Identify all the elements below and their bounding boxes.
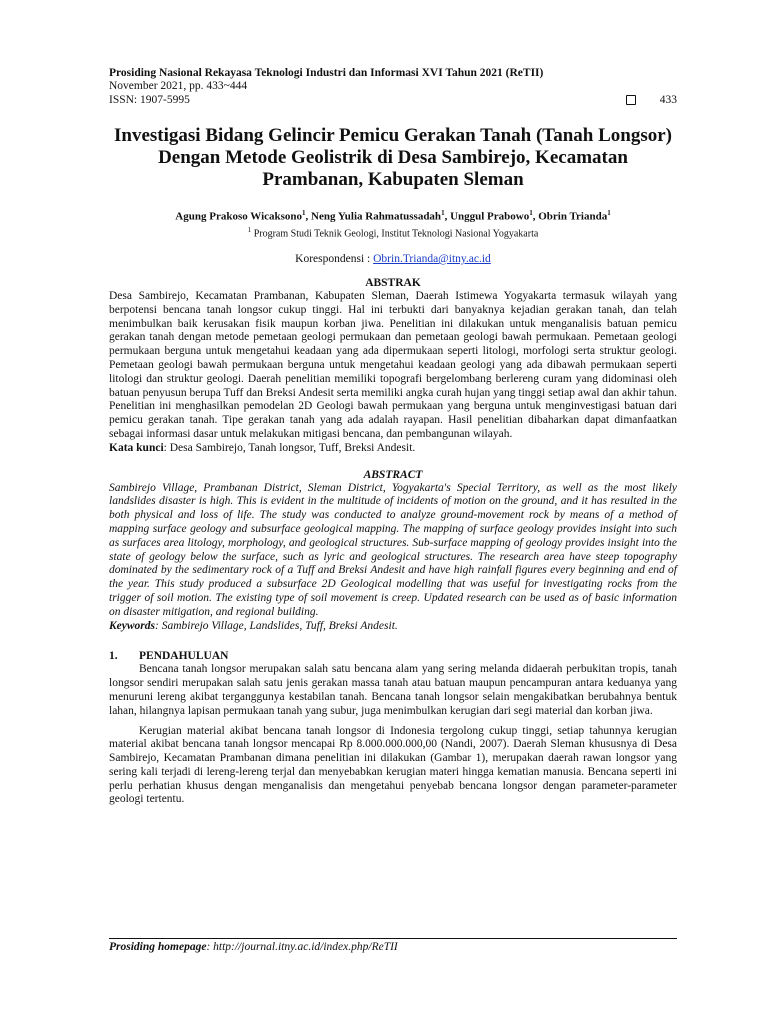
date-pages: November 2021, pp. 433~444: [109, 80, 248, 92]
footer-label: Prosiding homepage: [109, 941, 207, 953]
author-superscript: 1: [529, 209, 533, 217]
author-superscript: 1: [441, 209, 445, 217]
abstract-heading: ABSTRACT: [363, 468, 423, 481]
section-heading: [109, 649, 677, 663]
correspondence-email-link[interactable]: Obrin.Trianda@itny.ac.id: [373, 252, 491, 265]
affiliation-text: Program Studi Teknik Geologi, Institut Teknologi Nasional Yogyakarta: [253, 227, 539, 239]
intro-paragraph-1: Bencana tanah longsor merupakan salah satu bencana alam yang sering melanda didaerah perbukitan tropis, tanah longsor sendiri merupakan salah satu jenis gerakan massa tanah atau batuan maupun pencampuran antara keduanya yang menuruni lereng akibat terganggunya kestabilan tanah. Bencana tanah longsor selain mengakibatkan berubahnya bentuk lahan, hilangnya lapisan permukaan tanah yang subur, juga menimbulkan kerugian dari segi material dan korban jiwa.: [109, 663, 677, 717]
section-title: PENDAHULUAN: [139, 650, 229, 663]
page-number: 433: [659, 93, 677, 106]
abstrak-text: Desa Sambirejo, Kecamatan Prambanan, Kabupaten Sleman, Daerah Istimewa Yogyakarta termasuk wilayah yang berpotensi bencana tanah longsor cukup tinggi. Hal ini terbukti dari banyaknya kejadian gerakan tanah, dan telah menimbulkan baik kerusakan fisik maupun korban jiwa. Penelitian ini dilakukan untuk menganalisis batuan pemicu gerakan tanah dengan metode pemetaan geologi permukaan dan pemetaan geologi bawah permukaan. Pemetaan geologi permukaan berguna untuk mengetahui keadaan yang ada dipermukaan seperti litologi, morfologi serta struktur geologi. Pemetaan geologi bawah permukaan berguna untuk mengetahui keadaan geologi yang ada dibawah permukaan seperti litologi dan struktur geologi. Daerah penelitian memiliki topografi bergelombang berlereng curam yang didominasi oleh batuan penyusun berupa Tuff dan Breksi Andesit serta memiliki angka curah hujan yang tinggi setiap awal dan akhir tahun. Penelitian ini menghasilkan pemodelan 2D Geologi bawah permukaan yang berguna untuk menginvestigasi batuan dari pemicu gerakan tanah. Tipe gerakan tanah yang ada adalah rayapan. Hasil penelitian dibaharkan dapat dimanfaatkan sebagai informasi dasar untuk melakukan mitigasi bencana, dan pembangunan wilayah.: [109, 289, 677, 440]
author: Unggul Prabowo: [450, 210, 530, 223]
issn: ISSN: 1907-5995: [109, 93, 190, 106]
paper-title: Investigasi Bidang Gelincir Pemicu Gerakan Tanah (Tanah Longsor) Dengan Metode Geolistrik di Desa Sambirejo, Kecamatan Prambanan, Kabupaten Sleman: [114, 125, 672, 190]
affiliation: [109, 224, 677, 240]
kata-kunci-text: : Desa Sambirejo, Tanah longsor, Tuff, Breksi Andesit.: [163, 441, 416, 454]
author-superscript: 1: [607, 209, 611, 217]
author-list: Agung Prakoso Wicaksono$^1$, Neng Yulia Rahmatussadah$^1$, Unggul Prabowo$^1$, Obrin Trianda$^1$: [175, 209, 611, 223]
kata-kunci-label: Kata kunci: [109, 441, 164, 454]
running-header: [109, 66, 677, 107]
journal-name: Prosiding Nasional Rekayasa Teknologi Industri dan Informasi XVI Tahun 2021 (ReTII): [109, 67, 544, 79]
kata-kunci: [109, 442, 677, 456]
keywords-text: : Sambirejo Village, Landslides, Tuff, Breksi Andesit.: [155, 619, 398, 632]
correspondence: [109, 252, 677, 266]
correspondence-label: Korespondensi :: [295, 252, 374, 265]
abstract-text: Sambirejo Village, Prambanan District, Sleman District, Yogyakarta's Special Territory, as well as the most likely landslides disaster is high. This is evident in the multitude of incidents of motion on the ground, and it has resulted in the both physical and loss of life. The study was conducted to analyze ground-movement rock by means of a method of mapping surface geology and subsurface geological mapping. The mapping of surface geology provides insight into such as surfaces area litology, morphology, and geological structures. Sub-surface mapping of geology provides insight into the state of geology below the surface, such as lyric and geological structures. The research area have steep topography dominated by the sedimentary rock of a Tuff and Breksi Andesit and have high rainfall figures every beginning and end of the year. This study produced a subsurface 2D Geological modelling that was useful for investigating rocks from the trigger of soil motion. The existing type of soil movement is creep. Updated research can be used as of basic information on disaster mitigation, and regional building.: [109, 481, 677, 618]
footer-url[interactable]: : http://journal.itny.ac.id/index.php/ReTII: [206, 941, 398, 953]
box-icon: [626, 95, 636, 105]
abstrak-heading: ABSTRAK: [365, 276, 421, 289]
footer: [109, 938, 677, 953]
section-number: 1.: [109, 650, 118, 663]
keywords-label: Keywords: [109, 619, 155, 632]
author: Neng Yulia Rahmatussadah: [311, 210, 442, 223]
paper-page: [109, 66, 677, 807]
intro-paragraph-2: Kerugian material akibat bencana tanah longsor di Indonesia tergolong cukup tinggi, setiap tahunnya kerugian material akibat bencana tanah longsor mencapai Rp 8.000.000.000,00 (Nandi, 2007). Daerah Sleman khususnya di Desa Sambirejo, Kecamatan Prambanan dimana penelitian ini dilakukan (Gambar 1), merupakan daerah rawan longsor yang sering kali terjadi di lereng-lereng terjal dan menyebabkan kerugian materi hingga kematian manusia. Bencana seperti ini perlu perhatian khusus dengan menganalisis dan mengetahui penyebab bencana longsor dengan parameter-parameter geologi tertentu.: [109, 724, 677, 806]
author: Agung Prakoso Wicaksono: [175, 210, 303, 223]
keywords: [109, 620, 677, 634]
author: Obrin Trianda: [538, 210, 608, 223]
affiliation-superscript: 1: [247, 225, 252, 234]
author-superscript: 1: [302, 209, 306, 217]
